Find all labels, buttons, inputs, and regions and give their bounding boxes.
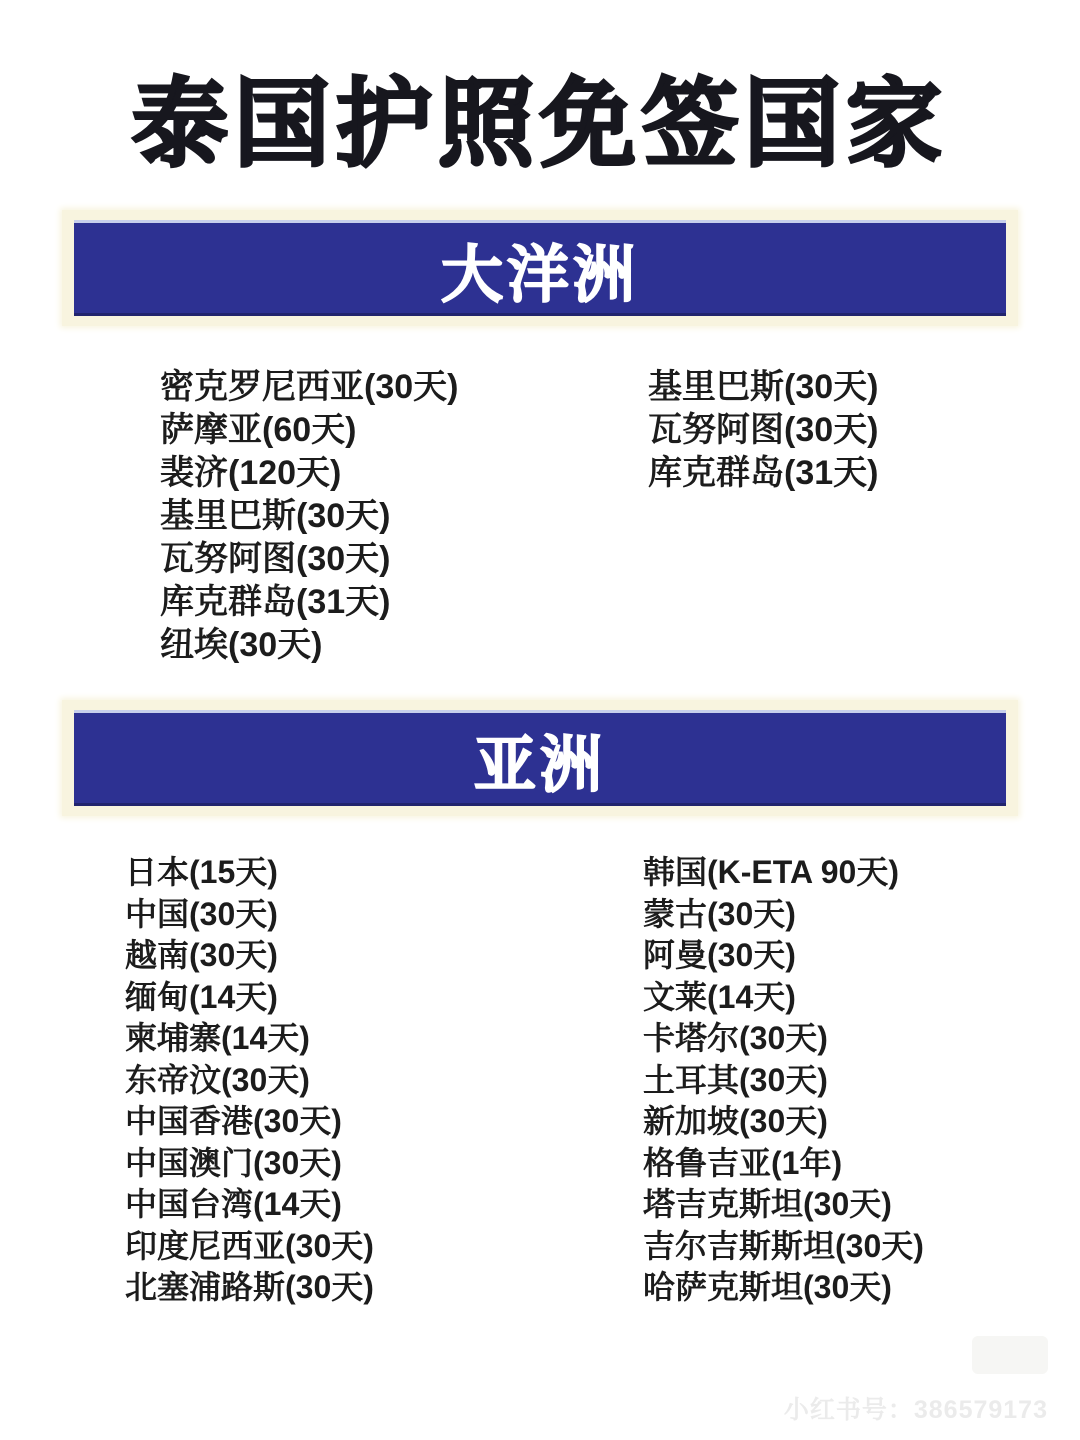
country-item: 阿曼(30天): [643, 937, 796, 973]
oceania-columns: [0, 366, 1080, 667]
country-item: 中国香港(30天): [125, 1103, 342, 1139]
country-item: 纽埃(30天): [160, 626, 323, 664]
country-item: 卡塔尔(30天): [643, 1020, 828, 1056]
country-item: 文莱(14天): [643, 978, 796, 1015]
asia-columns: [0, 852, 1080, 1309]
country-item: 基里巴斯(30天): [160, 497, 391, 535]
section-header-oceania: 大洋洲: [74, 220, 1006, 316]
country-item: 密克罗尼西亚(30天): [160, 368, 459, 406]
country-item: 中国(30天): [125, 895, 278, 932]
section-band-asia: [62, 700, 1018, 816]
country-item: 格鲁吉亚(1年): [643, 1144, 843, 1181]
country-item: 哈萨克斯坦(30天): [643, 1269, 892, 1305]
country-item: 萨摩亚(60天): [160, 411, 357, 449]
country-item: 中国澳门(30天): [125, 1144, 342, 1181]
section-header-asia: 亚洲: [74, 710, 1006, 806]
country-item: 瓦努阿图(30天): [648, 411, 879, 449]
country-item: 瓦努阿图(30天): [160, 540, 391, 578]
asia-left-list: [125, 852, 643, 1309]
country-item: 基里巴斯(30天): [648, 368, 879, 406]
country-item: 新加坡(30天): [643, 1103, 828, 1139]
country-item: 中国台湾(14天): [125, 1186, 342, 1222]
country-item: 塔吉克斯坦(30天): [643, 1186, 892, 1222]
country-item: 缅甸(14天): [125, 978, 278, 1015]
country-item: 东帝汶(30天): [125, 1061, 310, 1098]
country-item: 韩国(K-ETA 90天): [643, 854, 900, 890]
country-item: 吉尔吉斯斯坦(30天): [643, 1227, 924, 1264]
country-item: 柬埔寨(14天): [125, 1020, 310, 1056]
watermark-box: [972, 1336, 1048, 1374]
country-item: 蒙古(30天): [643, 895, 796, 932]
country-item: 裴济(120天): [160, 454, 342, 492]
oceania-right-list: [648, 366, 1080, 667]
country-item: 库克群岛(31天): [648, 454, 879, 492]
country-item: 印度尼西亚(30天): [125, 1227, 374, 1264]
section-band-oceania: [62, 210, 1018, 326]
country-item: 越南(30天): [125, 937, 278, 973]
watermark-text: 小红书号：386579173: [783, 1396, 1048, 1424]
asia-right-list: [643, 852, 1080, 1309]
country-item: 土耳其(30天): [643, 1061, 828, 1098]
country-item: 北塞浦路斯(30天): [125, 1269, 374, 1305]
page-title: 泰国护照免签国家: [132, 71, 948, 178]
country-item: 日本(15天): [125, 854, 278, 890]
oceania-left-list: [160, 366, 648, 667]
country-item: 库克群岛(31天): [160, 583, 391, 621]
